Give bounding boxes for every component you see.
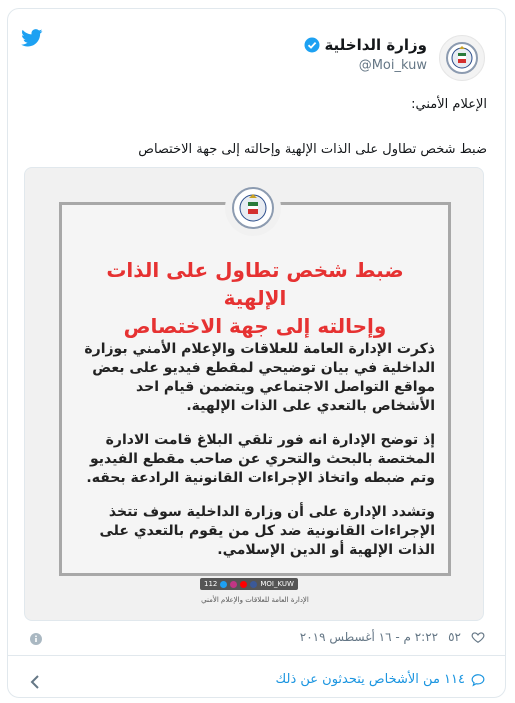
ministry-footer: الإدارة العامة للعلاقات والإعلام الأمني xyxy=(201,596,309,604)
divider xyxy=(7,655,506,656)
image-paragraph-3: وتشدد الإدارة على أن وزارة الداخلية سوف تتخذ الإجراءات القانونية ضد كل من يقوم بالتعدي على الذات الإلهية أو الدين الإسلامي. xyxy=(99,504,435,558)
image-seal xyxy=(225,180,281,236)
user-info[interactable] xyxy=(304,36,427,73)
verified-badge-icon xyxy=(304,37,320,53)
tweet-meta xyxy=(300,630,485,644)
like-count[interactable]: ٥٢ xyxy=(448,630,461,644)
ministry-seal-icon xyxy=(231,186,275,230)
tweet-line-2: ضبط شخص تطاول على الذات الإلهية وإحالته إلى جهة الاختصاص xyxy=(138,142,487,157)
image-headline xyxy=(75,256,435,340)
moi-seal-icon xyxy=(445,41,479,75)
heart-icon[interactable] xyxy=(471,630,485,644)
user-handle[interactable]: @Moi_kuw xyxy=(358,58,427,73)
twitter-bird-icon[interactable] xyxy=(21,29,43,47)
social-handle: MOI_KUW xyxy=(260,580,294,588)
phone-number: 112 xyxy=(204,580,218,588)
tweet-text xyxy=(27,95,487,160)
timestamp[interactable]: ٢:٢٢ م - ١٦ أغسطس ٢٠١٩ xyxy=(299,630,439,644)
instagram-icon xyxy=(230,581,237,588)
image-headline-line-1: ضبط شخص تطاول على الذات الإلهية xyxy=(106,258,404,310)
display-name-text[interactable]: وزارة الداخلية xyxy=(324,36,427,54)
social-bar xyxy=(200,578,298,590)
image-body xyxy=(75,340,435,575)
image-paragraph-1: ذكرت الإدارة العامة للعلاقات والإعلام الأمني بوزارة الداخلية في بيان توضيحي لمقطع فيديو على بعض مواقع التواصل الاجتماعي ويتضمن قيام احد الأشخاص بالتعدي على الذات الإلهية. xyxy=(84,341,435,414)
image-paragraph-2: إذ توضح الإدارة انه فور تلقي البلاغ قامت الادارة المختصة بالبحث والتحري عن صاحب مقطع الفيديو وتم ضبطه واتخاذ الإجراءات القانونية الرادعة بحقه. xyxy=(86,432,435,486)
twitter-icon xyxy=(220,581,227,588)
reply-bubble-icon xyxy=(471,673,485,687)
tweet-line-1: الإعلام الأمني: xyxy=(411,97,487,112)
display-name[interactable] xyxy=(304,36,427,54)
youtube-icon xyxy=(240,581,247,588)
conversation-text[interactable]: ١١٤ من الأشخاص يتحدثون عن ذلك xyxy=(275,672,465,687)
tweet-image[interactable] xyxy=(24,167,484,621)
chevron-left-icon[interactable] xyxy=(30,675,40,689)
image-headline-line-2: وإحالته إلى جهة الاختصاص xyxy=(123,314,387,338)
facebook-icon xyxy=(250,581,257,588)
avatar[interactable] xyxy=(439,35,485,81)
info-icon[interactable] xyxy=(30,633,42,645)
conversation-link[interactable] xyxy=(276,672,485,687)
